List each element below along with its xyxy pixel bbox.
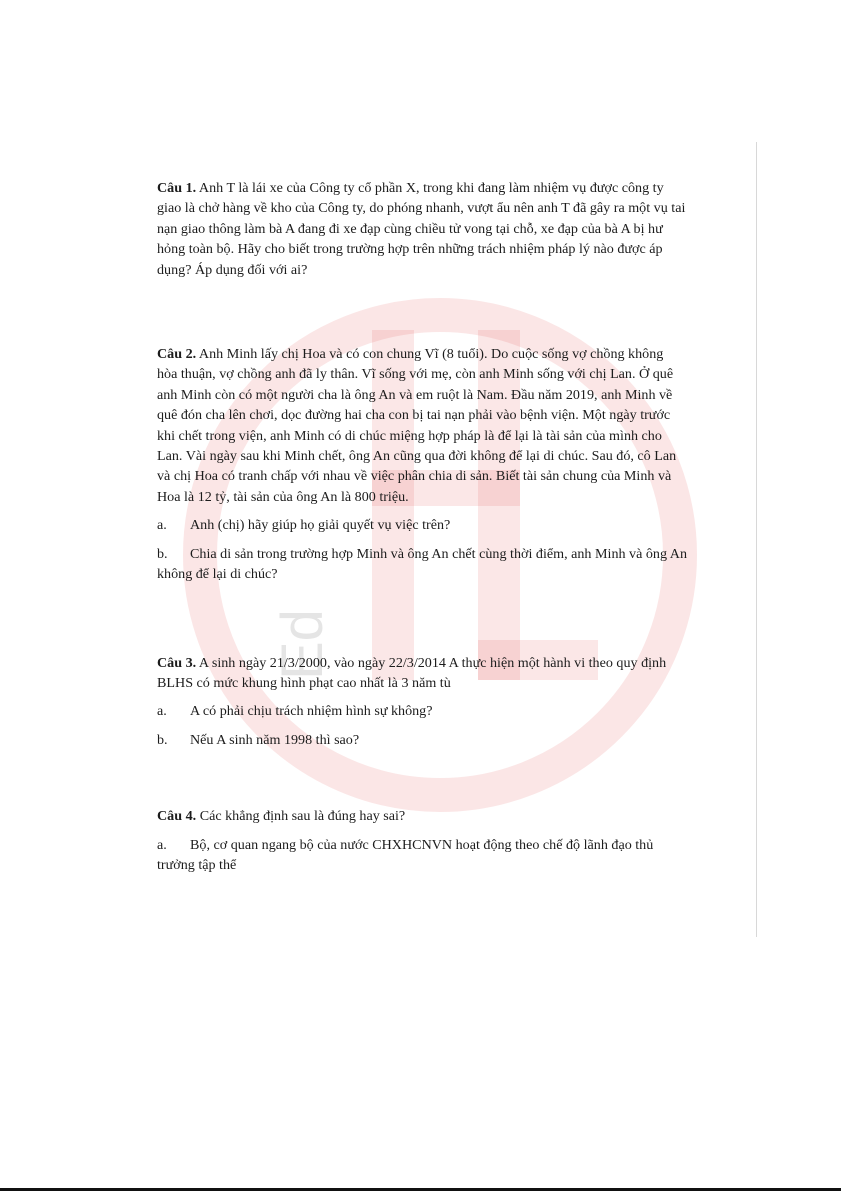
- item-marker: a.: [157, 517, 167, 534]
- spacer: [157, 280, 687, 344]
- item-marker: b.: [157, 731, 168, 748]
- spacer: [157, 750, 687, 806]
- item-marker: a.: [157, 836, 167, 853]
- question-1-text: Anh T là lái xe của Công ty cổ phần X, trong khi đang làm nhiệm vụ được công ty giao là chở hàng về kho của Công ty, do phóng nhanh, vượt ẩu nên anh T đã gây ra một vụ tai nạn giao thông làm bà A đang đi xe đạp cùng chiều tử vong tại chỗ, xe đạp của bà A bị hư hỏng toàn bộ. Hãy cho biết trong trường hợp trên những trách nhiệm pháp lý nào được áp dụng? Áp dụng đối với ai?: [157, 180, 686, 278]
- question-1: [157, 178, 687, 280]
- question-4: [157, 806, 687, 826]
- question-2-item-b: [157, 544, 687, 585]
- item-marker: b.: [157, 545, 168, 562]
- question-3-item-b: [157, 730, 687, 750]
- question-1-label: Câu 1.: [157, 180, 197, 196]
- item-text: Nếu A sinh năm 1998 thì sao?: [190, 731, 360, 748]
- question-3-item-a: [157, 701, 687, 721]
- spacer: [157, 585, 687, 653]
- question-4-label: Câu 4.: [157, 808, 197, 825]
- watermark-text: Ed: [270, 609, 335, 680]
- question-3-label: Câu 3.: [157, 654, 197, 671]
- item-text: Chia di sản trong trường hợp Minh và ông An chết cùng thời điểm, anh Minh và ông An không để lại di chúc?: [157, 545, 687, 583]
- question-3: [157, 653, 687, 694]
- question-3-text: A sinh ngày 21/3/2000, vào ngày 22/3/2014 A thực hiện một hành vi theo quy định BLHS có mức khung hình phạt cao nhất là 3 năm tù: [157, 654, 667, 691]
- page-margin-rule: [756, 142, 757, 937]
- item-text: A có phải chịu trách nhiệm hình sự không?: [190, 703, 433, 720]
- question-4-item-a: [157, 835, 687, 876]
- question-2-label: Câu 2.: [157, 346, 197, 363]
- question-4-text: Các khẳng định sau là đúng hay sai?: [196, 808, 406, 825]
- question-2: [157, 344, 687, 507]
- item-text: Anh (chị) hãy giúp họ giải quyết vụ việc trên?: [190, 517, 451, 534]
- document-body: [157, 178, 687, 875]
- question-2-item-a: [157, 515, 687, 535]
- question-2-text: Anh Minh lấy chị Hoa và có con chung Vĩ (8 tuổi). Do cuộc sống vợ chồng không hòa thuận, vợ chồng anh đã ly thân. Vĩ sống với mẹ, còn anh Minh sống với chị Lan. Ở quê anh Minh còn có một người cha là ông An và em ruột là Nam. Đầu năm 2019, anh Minh về quê đón cha lên chơi, dọc đường hai cha con bị tai nạn phải vào bệnh viện. Một ngày trước khi chết trong viện, anh Minh có di chúc miệng hợp pháp là để lại là tài sản của mình cho Lan. Vài ngày sau khi Minh chết, ông An cũng qua đời không để lại di chúc. Sau đó, cô Lan và chị Hoa có tranh chấp với nhau về việc phân chia di sản. Biết tài sản chung của Minh và Hoa là 12 tỷ, tài sản của ông An là 800 triệu.: [157, 346, 677, 505]
- item-marker: a.: [157, 703, 167, 720]
- item-text: Bộ, cơ quan ngang bộ của nước CHXHCNVN hoạt động theo chế độ lãnh đạo thủ trưởng tập thể: [157, 836, 654, 873]
